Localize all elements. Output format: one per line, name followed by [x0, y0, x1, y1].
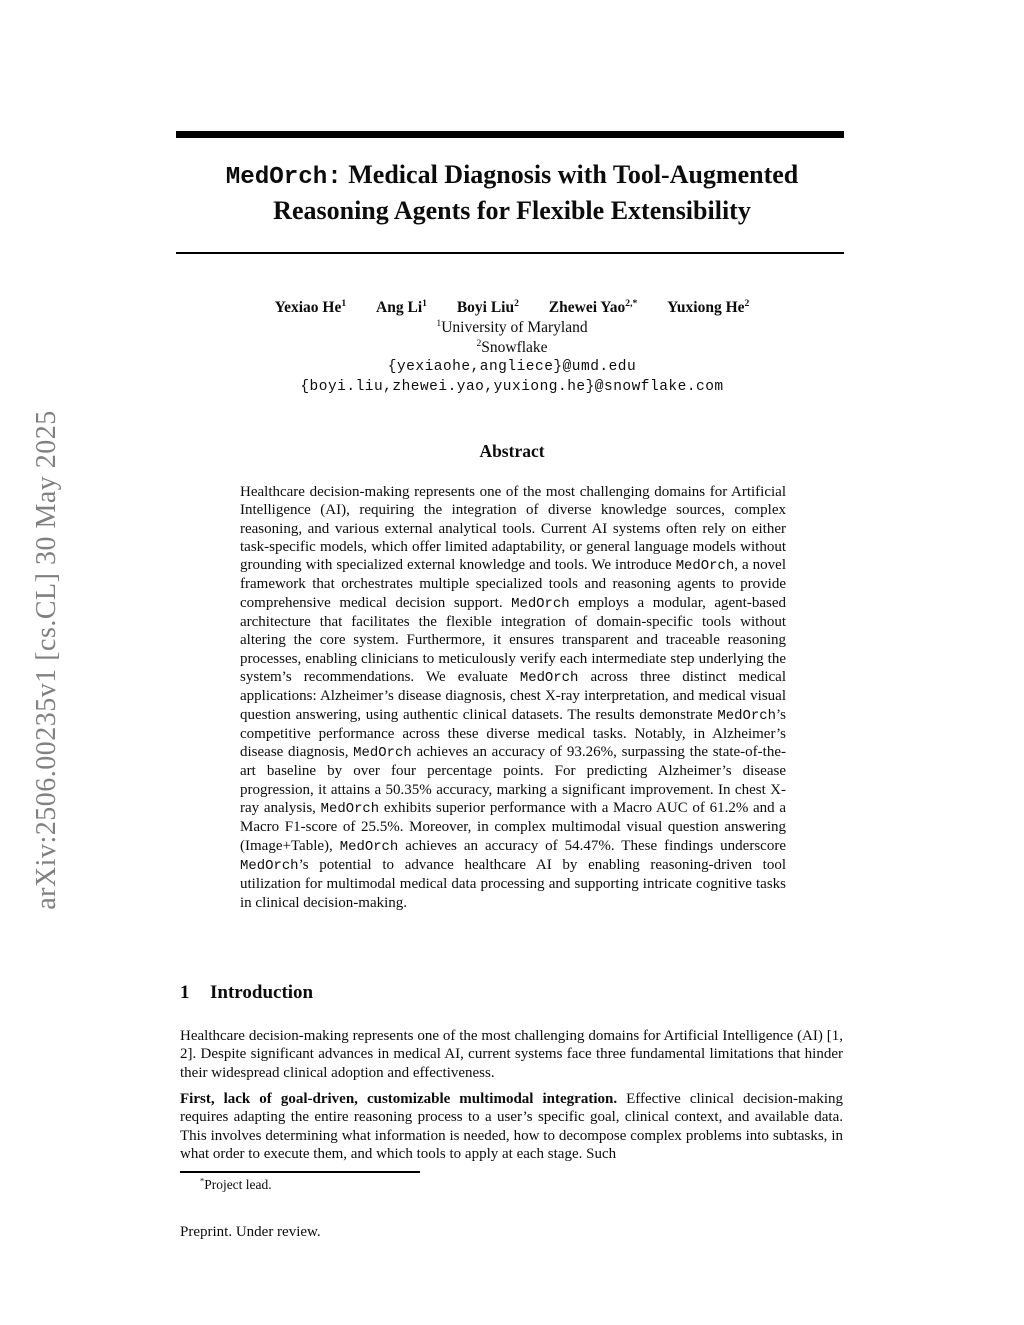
email-line-2: {boyi.liu,zhewei.yao,yuxiong.he}@snowflake.com	[300, 379, 724, 395]
author-row	[180, 298, 844, 317]
author-4	[549, 299, 638, 316]
title-rule-bottom	[176, 252, 844, 254]
footnote-rule	[180, 1171, 420, 1173]
intro-paragraph-1: Healthcare decision-making represents one of the most challenging domains for Artificial Intelligence (AI) [1, 2]. Despite significant advances in medical AI, current systems face three fundamental limitations that hinder their widespread clinical adoption and effectiveness.	[180, 1028, 843, 1081]
author-name: Yuxiong He	[667, 299, 745, 316]
affiliation-2	[180, 338, 844, 357]
abstract-heading: Abstract	[479, 441, 545, 461]
section-number: 1	[180, 982, 190, 1003]
title-line-2: Reasoning Agents for Flexible Extensibility	[273, 196, 751, 225]
affiliation-1	[180, 318, 844, 337]
paper-title	[180, 158, 844, 227]
author-superscript: 1	[341, 297, 347, 309]
title-line-1: MedOrch: Medical Diagnosis with Tool-Augmented	[225, 160, 799, 191]
email-line-1: {yexiaohe,angliece}@umd.edu	[387, 359, 637, 375]
author-name: Ang Li	[376, 299, 423, 316]
author-5	[667, 299, 749, 316]
author-name: Yexiao He	[274, 299, 342, 316]
footnote-marker: *	[200, 1176, 205, 1186]
author-1	[275, 299, 347, 316]
affiliation-superscript: 1	[436, 317, 442, 329]
author-superscript: 2	[744, 297, 750, 309]
arxiv-watermark: arXiv:2506.00235v1 [cs.CL] 30 May 2025	[31, 410, 62, 910]
author-3	[457, 299, 519, 316]
author-name: Zhewei Yao	[548, 299, 626, 316]
intro-paragraph-2: First, lack of goal-driven, customizable multimodal integration. Effective clinical decision-making requires adapting the entire reasoning process to a user’s specific goal, clinical context, and available data. This involves determining what information is needed, how to decompose complex problems into subtasks, in what order to execute them, and which tools to apply at each stage. Such	[180, 1091, 844, 1162]
affiliation-name: Snowflake	[481, 339, 548, 356]
author-2	[376, 299, 427, 316]
author-block	[180, 298, 844, 397]
author-superscript: 2,*	[625, 297, 638, 309]
section-1-heading	[180, 982, 844, 1004]
preprint-note: Preprint. Under review.	[180, 1224, 321, 1240]
footnote-text: Project lead.	[204, 1177, 272, 1192]
section-title: Introduction	[210, 982, 314, 1003]
author-superscript: 1	[422, 297, 427, 309]
footnote	[180, 1177, 844, 1193]
affiliation-name: University of Maryland	[441, 319, 588, 336]
abstract-paragraph: Healthcare decision-making represents one of the most challenging domains for Artificial Intelligence (AI), requiring the integration of diverse knowledge sources, complex reasoning, and various external analytical tools. Current AI systems often rely on either task-specific models, which offer limited adaptability, or general language models without grounding with specialized external knowledge and tools. We introduce MedOrch, a novel framework that orchestrates multiple specialized tools and reasoning agents to provide comprehensive medical decision support. MedOrch employs a modular, agent-based architecture that facilitates the flexible integration of domain-specific tools without altering the core system. Furthermore, it ensures transparent and traceable reasoning processes, enabling clinicians to meticulously verify each intermediate step underlying the system’s recommendations. We evaluate MedOrch across three distinct medical applications: Alzheimer’s disease diagnosis, chest X-ray interpretation, and medical visual question answering, using authentic clinical datasets. The results demonstrate MedOrch’s competitive performance across these diverse medical tasks. Notably, in Alzheimer’s disease diagnosis, MedOrch achieves an accuracy of 93.26%, surpassing the state-of-the-art baseline by over four percentage points. For predicting Alzheimer’s disease progression, it attains a 50.35% accuracy, marking a significant improvement. In chest X-ray analysis, MedOrch exhibits superior performance with a Macro AUC of 61.2% and a Macro F1-score of 25.5%. Moreover, in complex multimodal visual question answering (Image+Table), MedOrch achieves an accuracy of 54.47%. These findings underscore MedOrch’s potential to advance healthcare AI by enabling reasoning-driven tool utilization for multimodal medical data processing and supporting intricate cognitive tasks in clinical decision-making.	[240, 484, 786, 911]
title-rule-top	[176, 131, 844, 138]
author-superscript: 2	[514, 297, 519, 309]
affiliation-superscript: 2	[476, 337, 482, 349]
author-name: Boyi Liu	[456, 299, 515, 316]
